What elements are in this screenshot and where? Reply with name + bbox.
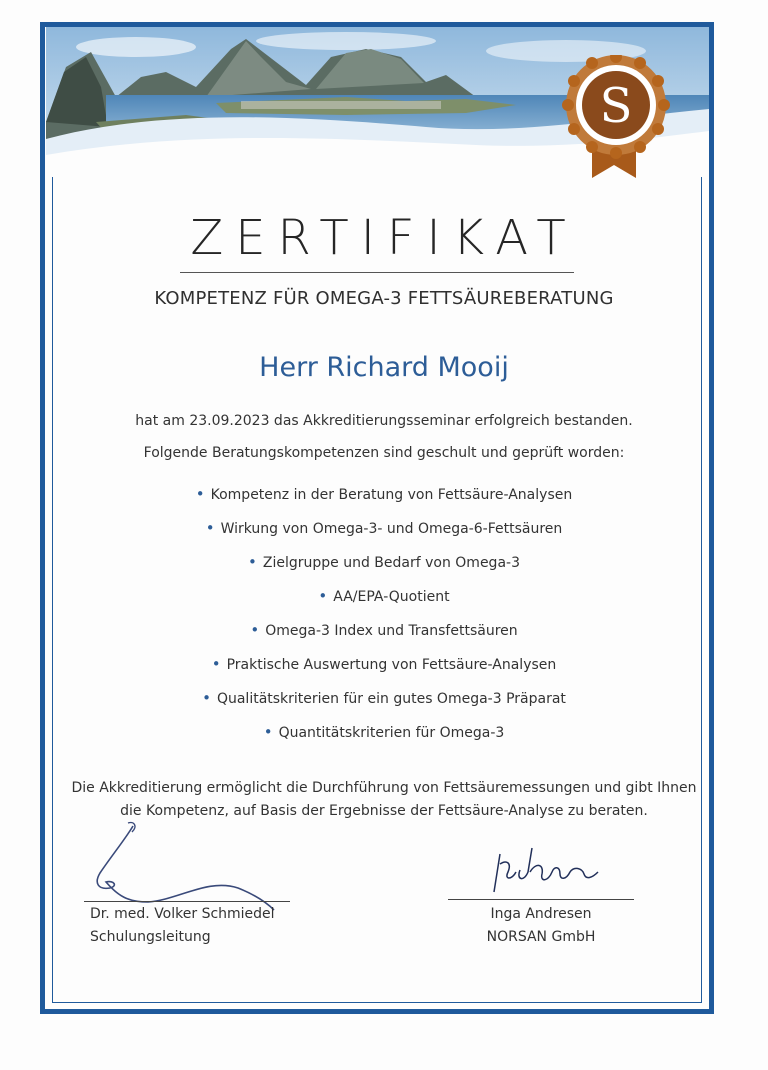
bullet-icon: •: [205, 519, 215, 537]
competency-item: • Qualitätskriterien für ein gutes Omega-3 Präparat: [202, 689, 566, 707]
bullet-icon: •: [318, 587, 328, 605]
statement-competencies-intro: Folgende Beratungskompetenzen sind geschult und geprüft worden:: [143, 445, 625, 461]
title-divider: [180, 272, 574, 273]
closing-statement-line-2: die Kompetenz, auf Basis der Ergebnisse der Fettsäure-Analyse zu beraten.: [120, 803, 648, 819]
closing-statement-line-1: Die Akkreditierung ermöglicht die Durchführung von Fettsäuremessungen und gibt Ihnen: [71, 780, 697, 796]
bullet-icon: •: [211, 655, 221, 673]
bullet-icon: •: [248, 553, 257, 571]
signature-line-left: [84, 901, 290, 902]
signature-right: [486, 842, 606, 902]
seal-letter: S: [599, 78, 633, 134]
competency-item: • Quantitätskriterien für Omega-3: [263, 723, 505, 741]
certificate-subtitle: KOMPETENZ FÜR OMEGA-3 FETTSÄUREBERATUNG: [154, 288, 614, 309]
signature-line-right: [448, 899, 634, 900]
bullet-icon: •: [195, 485, 205, 503]
competency-item: • Wirkung von Omega-3- und Omega-6-Fettsäuren: [205, 519, 563, 537]
recipient-name: Herr Richard Mooij: [259, 352, 509, 383]
certificate-title: ZERTIFIKAT: [190, 210, 578, 266]
competency-item: • AA/EPA-Quotient: [318, 587, 450, 605]
competency-item: • Praktische Auswertung von Fettsäure-Analysen: [211, 655, 557, 673]
bullet-icon: •: [263, 723, 273, 741]
bullet-icon: •: [250, 621, 260, 639]
signatory-right-role: NORSAN GmbH: [486, 929, 596, 945]
signatory-right-name: Inga Andresen: [490, 906, 592, 922]
competency-item: • Kompetenz in der Beratung von Fettsäure-Analysen: [195, 485, 573, 503]
statement-passed: hat am 23.09.2023 das Akkreditierungsseminar erfolgreich bestanden.: [135, 413, 633, 429]
competency-item: • Zielgruppe und Bedarf von Omega-3: [248, 553, 520, 571]
bullet-icon: •: [202, 689, 211, 707]
signatory-left-name: Dr. med. Volker Schmiedel: [90, 906, 275, 922]
seal-badge: [562, 55, 670, 180]
competency-list: [0, 483, 768, 755]
signatory-left-role: Schulungsleitung: [90, 929, 211, 945]
signature-left: [88, 818, 288, 918]
competency-item: • Omega-3 Index und Transfettsäuren: [250, 621, 518, 639]
